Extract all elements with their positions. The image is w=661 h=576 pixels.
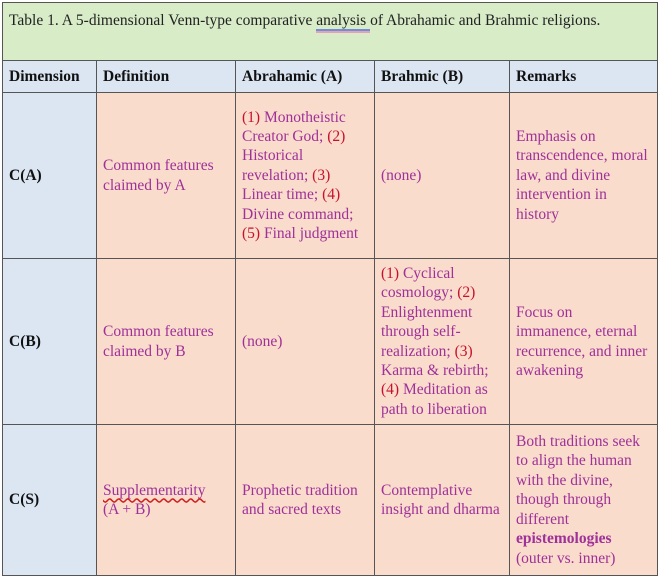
definition-word: Supplementarity	[103, 481, 206, 499]
row-remarks: Focus on immanence, eternal recurrence, and inner awakening	[510, 259, 658, 425]
row-abrahamic: Prophetic tradition and sacred texts	[236, 425, 375, 576]
row-brahmic: Contemplative insight and dharma	[375, 425, 510, 576]
header-dimension: Dimension	[3, 61, 97, 93]
item-number: (1)	[242, 108, 261, 126]
row-remarks: Emphasis on transcendence, moral law, and divine intervention in history	[510, 93, 658, 259]
row-abrahamic	[236, 93, 375, 259]
item-text: Historical revelation;	[242, 147, 313, 184]
row-definition	[97, 425, 236, 576]
item-text: Meditation as path to liberation	[381, 381, 488, 418]
table-row	[3, 93, 658, 259]
remarks-bold-term: epistemologies	[516, 530, 612, 548]
header-abrahamic: Abrahamic (A)	[236, 61, 375, 93]
remarks-text: Both traditions seek to align the human with the divine, though through different	[516, 433, 640, 528]
comparison-table	[2, 2, 658, 576]
caption-prefix: Table 1. A 5-dimensional Venn-type comparative	[9, 12, 317, 29]
item-number: (2)	[457, 284, 476, 302]
header-brahmic: Brahmic (B)	[375, 61, 510, 93]
remarks-text: (outer vs. inner)	[516, 549, 616, 567]
row-abrahamic: (none)	[236, 259, 375, 425]
item-number: (3)	[312, 166, 331, 184]
definition-formula: (A + B)	[103, 501, 151, 518]
item-text: Divine command;	[242, 205, 354, 223]
item-text: Enlightenment through self-realization;	[381, 303, 473, 360]
table-row	[3, 259, 658, 425]
row-dimension: C(A)	[3, 93, 97, 259]
item-number: (2)	[327, 127, 346, 145]
item-number: (3)	[454, 342, 473, 360]
row-definition: Common features claimed by A	[97, 93, 236, 259]
item-number: (4)	[381, 381, 400, 399]
item-text: Karma & rebirth;	[381, 361, 489, 379]
row-brahmic	[375, 259, 510, 425]
item-number: (4)	[322, 186, 341, 204]
item-text: Cyclical cosmology;	[381, 264, 458, 302]
table-caption	[3, 3, 658, 61]
row-remarks	[510, 425, 658, 576]
item-number: (1)	[381, 264, 400, 282]
item-text: Final judgment	[260, 225, 359, 243]
header-definition: Definition	[97, 61, 236, 93]
caption-underlined-word: analysis	[316, 12, 371, 29]
row-definition: Common features claimed by B	[97, 259, 236, 425]
table-row	[3, 425, 658, 576]
row-dimension: C(S)	[3, 425, 97, 576]
item-number: (5)	[242, 225, 261, 243]
row-brahmic: (none)	[375, 93, 510, 259]
header-remarks: Remarks	[510, 61, 658, 93]
row-dimension: C(B)	[3, 259, 97, 425]
header-row	[3, 61, 658, 93]
item-text: Monotheistic Creator God;	[242, 108, 346, 145]
item-text: Linear time;	[242, 186, 323, 204]
caption-suffix: of Abrahamic and Brahmic religions.	[370, 12, 601, 29]
